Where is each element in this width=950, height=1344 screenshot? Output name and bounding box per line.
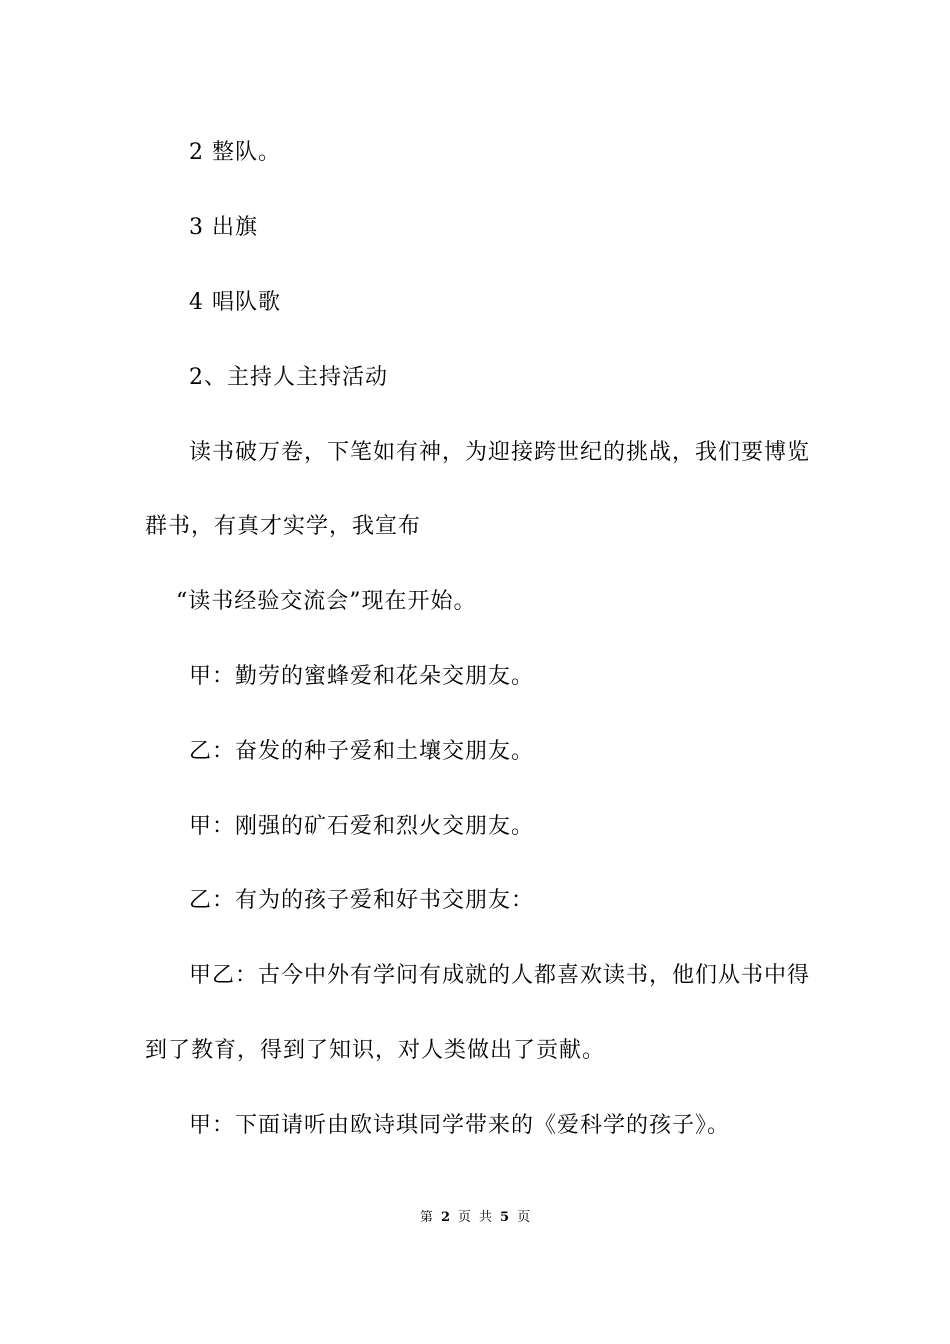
page-footer	[0, 1209, 950, 1227]
text-line-12: 甲乙：古今中外有学问有成就的人都喜欢读书，他们从书中得	[189, 963, 811, 988]
footer-page-number: 2	[440, 1210, 450, 1225]
text-line-10: 甲：刚强的矿石爱和烈火交朋友。	[189, 814, 535, 839]
text-line-11: 乙：有为的孩子爱和好书交朋友：	[189, 888, 535, 913]
footer-prefix: 第	[419, 1210, 433, 1225]
text-line-6: 群书，有真才实学，我宣布	[145, 514, 422, 539]
footer-suffix: 页	[517, 1210, 531, 1225]
text-line-9: 乙：奋发的种子爱和土壤交朋友。	[189, 739, 535, 764]
text-line-3: 4 唱队歌	[189, 290, 281, 315]
text-line-5: 读书破万卷，下笔如有神，为迎接跨世纪的挑战，我们要博览	[189, 440, 811, 465]
text-line-4: 2、主持人主持活动	[189, 365, 388, 390]
text-line-7: “读书经验交流会”现在开始。	[176, 589, 477, 614]
text-line-1: 2 整队。	[189, 140, 281, 165]
text-line-13: 到了教育，得到了知识，对人类做出了贡献。	[145, 1038, 606, 1063]
footer-total-pages: 5	[500, 1210, 510, 1225]
footer-middle-2: 共	[479, 1210, 493, 1225]
footer-middle-1: 页	[457, 1210, 471, 1225]
text-line-14: 甲：下面请听由欧诗琪同学带来的《爱科学的孩子》。	[189, 1113, 731, 1138]
text-line-2: 3 出旗	[189, 215, 258, 240]
text-line-8: 甲：勤劳的蜜蜂爱和花朵交朋友。	[189, 664, 535, 689]
